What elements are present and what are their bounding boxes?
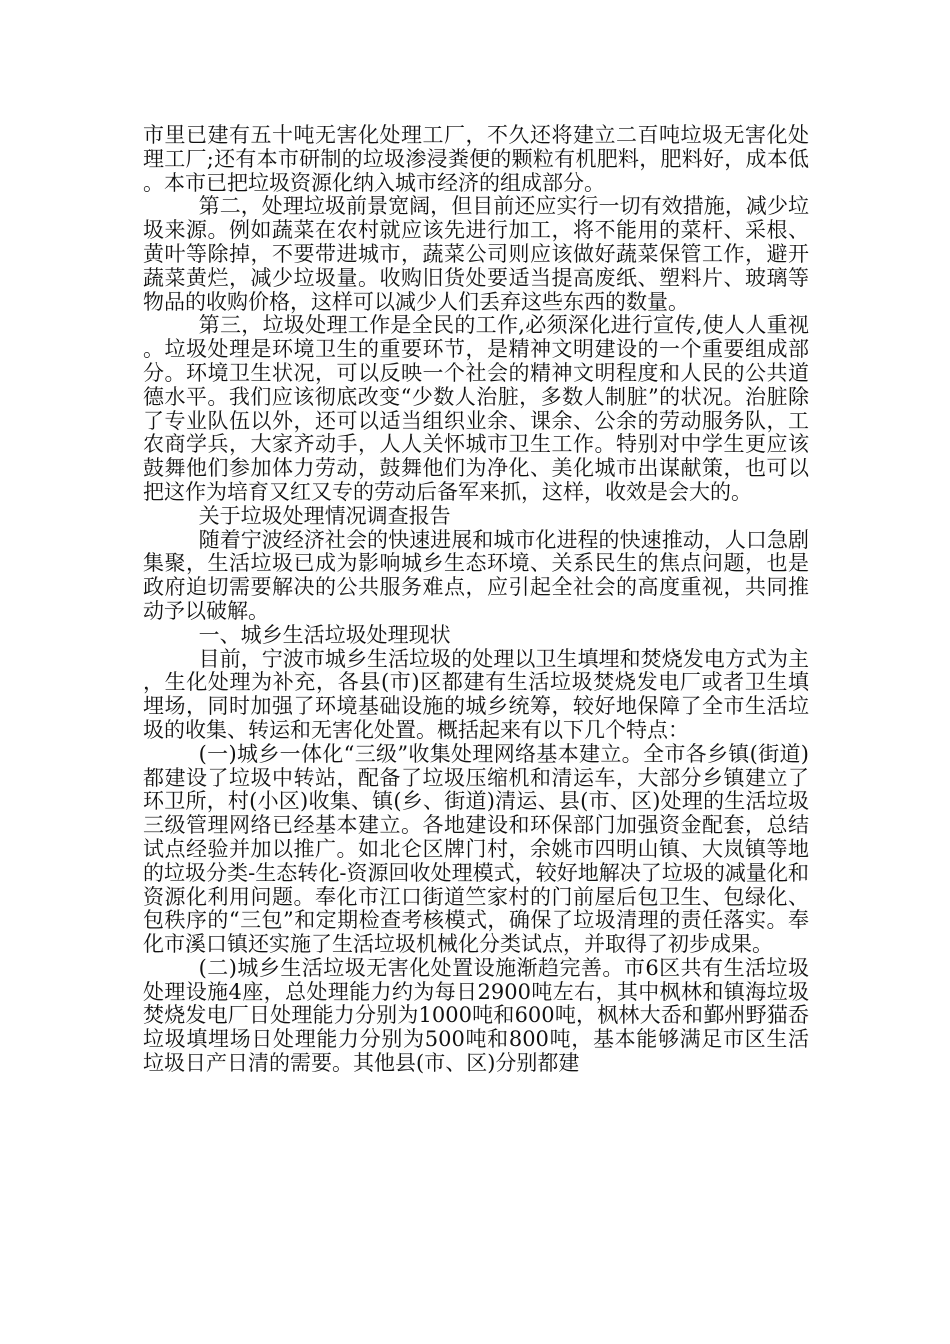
paragraph-point-2: (二)城乡生活垃圾无害化处置设施渐趋完善。市6区共有生活垃圾处理设施4座，总处理能力约为每日2900吨左右，其中枫林和镇海垃圾焚烧发电厂日处理能力分别为1000吨和600吨，枫林大岙和鄞州野猫岙垃圾填埋场日处理能力分别为500吨和800吨，基本能够满足市区生活垃圾日产日清的需要。其他县(市、区)分别都建 [143, 955, 809, 1076]
document-body [143, 124, 809, 1076]
section-heading-1: 一、城乡生活垃圾处理现状 [198, 622, 451, 647]
paragraph-2: 第二，处理垃圾前景宽阔，但目前还应实行一切有效措施，减少垃圾来源。例如蔬菜在农村就应该先进行加工，将不能用的菜杆、采根、黄叶等除掉，不要带进城市，蔬菜公司则应该做好蔬菜保管工作，避开蔬菜黄烂，减少垃圾量。收购旧货处要适当提高废纸、塑料片、玻璃等物品的收购价格，这样可以减少人们丢弃这些东西的数量。 [143, 194, 809, 314]
paragraph-point-1: (一)城乡一体化“三级”收集处理网络基本建立。全市各乡镇(街道)都建设了垃圾中转站，配备了垃圾压缩机和清运车，大部分乡镇建立了环卫所，村(小区)收集、镇(乡、街道)清运、县(市、区)处理的生活垃圾三级管理网络已经基本建立。各地建设和环保部门加强资金配套，总结试点经验并加以推广。如北仑区牌门村，余姚市四明山镇、大岚镇等地的垃圾分类-生态转化-资源回收处理模式，较好地解决了垃圾的减量化和资源化利用问题。奉化市江口街道竺家村的门前屋后包卫生、包绿化、包秩序的“三包”和定期检查考核模式，确保了垃圾清理的责任落实。奉化市溪口镇还实施了生活垃圾机械化分类试点，并取得了初步成果。 [143, 741, 809, 957]
paragraph-intro: 随着宁波经济社会的快速进展和城市化进程的快速推动，人口急剧集聚，生活垃圾已成为影响城乡生态环境、关系民生的焦点问题，也是政府迫切需要解决的公共服务难点，应引起全社会的高度重视，共同推动予以破解。 [143, 527, 809, 623]
paragraph-3: 第三，垃圾处理工作是全民的工作,必须深化进行宣传,使人人重视。垃圾处理是环境卫生的重要环节，是精神文明建设的一个重要组成部分。环境卫生状况，可以反映一个社会的精神文明程度和人民的公共道德水平。我们应该彻底改变“少数人治脏，多数人制脏”的状况。治脏除了专业队伍以外，还可以适当组织业余、课余、公余的劳动服务队，工农商学兵，大家齐动手，人人关怀城市卫生工作。特别对中学生更应该鼓舞他们参加体力劳动，鼓舞他们为净化、美化城市出谋献策，也可以把这作为培育又红又专的劳动后备军来抓，这样，收效是会大的。 [143, 313, 809, 504]
paragraph-1: 市里已建有五十吨无害化处理工厂，不久还将建立二百吨垃圾无害化处理工厂;还有本市研制的垃圾渗浸粪便的颗粒有机肥料，肥料好，成本低。本市已把垃圾资源化纳入城市经济的组成部分。 [143, 123, 809, 195]
paragraph-status: 目前，宁波市城乡生活垃圾的处理以卫生填埋和焚烧发电方式为主，生化处理为补充，各县(市)区都建有生活垃圾焚烧发电厂或者卫生填埋场，同时加强了环境基础设施的城乡统筹，较好地保障了全市生活垃圾的收集、转运和无害化处置。概括起来有以下几个特点： [143, 646, 809, 742]
report-title: 关于垃圾处理情况调查报告 [198, 503, 451, 528]
